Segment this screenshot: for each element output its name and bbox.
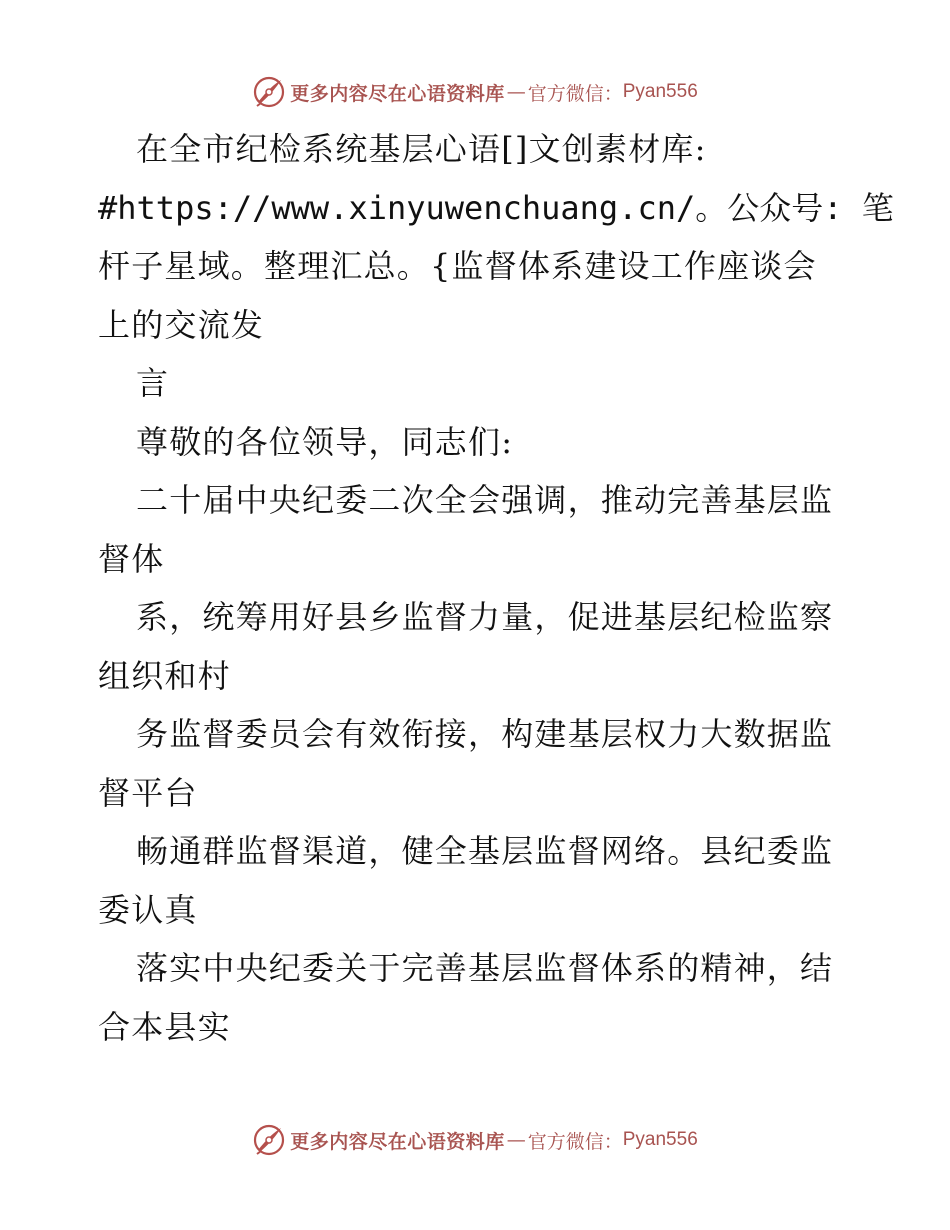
text-line <box>98 179 894 238</box>
quill-pen-logo-icon <box>252 1123 286 1157</box>
watermark-dash: — <box>506 81 526 103</box>
header-watermark <box>0 72 950 112</box>
text-line: 尊敬的各位领导，同志们: <box>136 422 514 461</box>
watermark-official-label: 官方微信： <box>527 82 623 105</box>
watermark-wechat-id: Pyan556 <box>622 81 698 102</box>
text-line: 组织和村 <box>98 656 231 695</box>
url-text: #https://www.xinyuwenchuang.cn/。公众号: 笔 <box>98 188 894 227</box>
quill-pen-logo-icon <box>252 75 286 109</box>
text-line: 言 <box>136 364 170 402</box>
footer-watermark <box>0 1120 950 1160</box>
text-line: 务监督委员会有效衔接，构建基层权力大数据监 <box>136 715 834 753</box>
text-line: 二十届中央纪委二次全会强调，推动完善基层监 <box>136 481 834 519</box>
document-body <box>98 120 894 1056</box>
text-line: 督平台 <box>98 773 198 812</box>
watermark-official-label: 官方微信： <box>527 1130 623 1153</box>
text-line: 在全市纪检系统基层心语[]文创素材库: <box>136 130 707 168</box>
watermark-library-text: 更多内容尽在心语资料库 <box>290 1130 505 1153</box>
watermark-library-text: 更多内容尽在心语资料库 <box>290 82 505 105</box>
text-line: 合本县实 <box>98 1007 231 1046</box>
text-line: 上的交流发 <box>98 305 265 344</box>
watermark-wechat-id: Pyan556 <box>622 1129 698 1150</box>
text-line: 畅通群监督渠道，健全基层监督网络。县纪委监 <box>136 832 834 870</box>
text-line: 委认真 <box>98 890 198 929</box>
text-line: 系，统筹用好县乡监督力量，促进基层纪检监察 <box>136 598 834 636</box>
text-line: 落实中央纪委关于完善基层监督体系的精神，结 <box>136 949 834 987</box>
watermark-dash: — <box>506 1129 526 1151</box>
text-line: 杆子星域。整理汇总。{监督体系建设工作座谈会 <box>98 247 817 285</box>
text-line: 督体 <box>98 539 165 578</box>
